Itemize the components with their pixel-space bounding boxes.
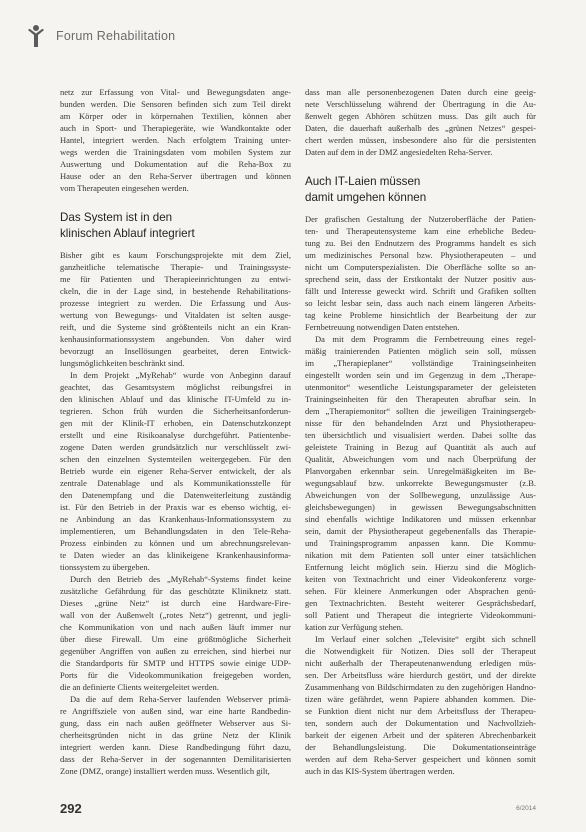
text-line: keiten von Textnachricht und einer Videokonferenz vorge- bbox=[305, 573, 536, 584]
text-line: ten- und Therapeutensysteme kam eine erhebliche Bedeu- bbox=[305, 225, 536, 236]
text-line: netz zur Erfassung von Vital- und Bewegungsdaten ange- bbox=[60, 87, 291, 97]
text-line: soll Patient und Therapeut die integrierte Videokommuni- bbox=[305, 609, 536, 620]
text-line: prozesse integriert zu werden. Die Erfassung und Aus- bbox=[60, 297, 291, 308]
text-line: integriert werden kann. Diese Randbedingung führt dazu, bbox=[60, 741, 291, 752]
text-line: geachtet, das Gesamtsystem möglichst reibungsfrei in bbox=[60, 381, 291, 392]
text-line: Hause oder an den Reha-Server übertragen und können bbox=[60, 171, 291, 181]
heading-line: damit umgehen können bbox=[305, 190, 427, 204]
text-line: sen. Der Arbeitsfluss wäre hierdurch gestört, und der direkte bbox=[305, 669, 536, 680]
text-line: bevorzugt an Insellösungen gearbeitet, deren Entwick- bbox=[60, 345, 291, 356]
article-paragraph bbox=[305, 333, 536, 633]
text-line: sprechend sein, dass der Erstkontakt der Nutzer positiv aus- bbox=[305, 273, 536, 284]
text-line: tegrieren. Schon früh wurden die Sicherheitsanforderun- bbox=[60, 405, 291, 416]
text-line: Zusammenhang von Bildschirmdaten zu den zugehörigen Handno- bbox=[305, 681, 536, 692]
text-line: barkeit der eigenen Arbeit und der späteren Abrechenbarkeit bbox=[305, 729, 536, 740]
text-line: ganzheitliche telematische Therapie- und Trainingssyste- bbox=[60, 261, 291, 272]
text-line: utenmonitor“ wesentliche Leistungsparameter der geleisteten bbox=[305, 381, 536, 392]
text-line: sein, damit der Physiotherapeut gegebenenfalls das Therapie- bbox=[305, 525, 536, 536]
text-line: Bisher gibt es kaum Forschungsprojekte mit dem Ziel, bbox=[60, 249, 291, 260]
heading-line: klinischen Ablauf integriert bbox=[60, 226, 195, 240]
text-line: wertung von Bewegungs- und Vitaldaten ist selten ausge- bbox=[60, 309, 291, 320]
text-line: se Funktion dient nicht nur dem Arbeitsfluss der Therapeu- bbox=[305, 705, 536, 716]
heading-line: Auch IT-Laien müssen bbox=[305, 174, 421, 188]
text-line: Qualität, Abweichungen vom und nach Überprüfung der bbox=[305, 453, 536, 464]
text-line: erstellt und eine Risikoanalyse durchgeführt. Patientenbe- bbox=[60, 429, 291, 440]
text-line: nete Verschlüsselung während der Übertragung in die Au- bbox=[305, 99, 536, 109]
text-line: den Datenempfang und die Datenweiterleitung zuständig bbox=[60, 489, 291, 500]
text-line: Planvorgaben erkennbar sein. Unregelmäßigkeiten im Be- bbox=[305, 465, 536, 476]
text-line: ten, sondern auch der Dokumentation und Nachvollzieh- bbox=[305, 717, 536, 728]
text-line: ist. Für den Betrieb in der Praxis war es ebenso wichtig, ei- bbox=[60, 501, 291, 512]
text-line: che Kommunikation von und nach außen läuft immer nur bbox=[60, 621, 291, 632]
article-paragraph bbox=[60, 369, 291, 573]
text-line: die Notwendigkeit für Notizen. Dies soll der Therapeut bbox=[305, 645, 536, 656]
text-line: auch in Sport- und Therapiegeräte, wie Wandkontakte oder bbox=[60, 123, 291, 133]
text-line: den klinischen Ablauf und das klinische IT-Umfeld zu in- bbox=[60, 393, 291, 404]
text-line: nisse für den behandelnden Arzt und Physiotherapeu- bbox=[305, 417, 536, 428]
text-line: dass der Reha-Server in der sogenannten Demilitarisierten bbox=[60, 753, 291, 764]
text-line: Trainingseinheiten für den Therapeuten abrufbar sein. In bbox=[305, 393, 536, 404]
text-line: nicht außerhalb der Therapeutenanwendung erledigen müs- bbox=[305, 657, 536, 668]
text-line: ckeln, die in der Lage sind, in bestehende Rehabilitations- bbox=[60, 285, 291, 296]
magazine-title: Forum Rehabilitation bbox=[56, 29, 176, 43]
page-header bbox=[27, 24, 175, 48]
text-line: die Standardports für SMTP und HTTPS sowie einige UDP- bbox=[60, 657, 291, 668]
text-line: lungsmöglichkeiten beschränkt sind. bbox=[60, 357, 185, 368]
text-line: um medizinisches Personal bzw. Physiotherapeuten – und bbox=[305, 249, 536, 260]
article-paragraph bbox=[60, 693, 291, 777]
text-line: Der grafischen Gestaltung der Nutzeroberfläche der Patien- bbox=[305, 213, 536, 224]
text-line: auch in das KIS-System übertragen werden. bbox=[305, 765, 455, 776]
text-line: tag keine Probleme hinsichtlich der Bearbeitung der zur bbox=[305, 309, 536, 320]
text-line: im „Therapieplaner“ vollständige Trainingseinheiten bbox=[305, 357, 536, 368]
text-line: Betrieb wurde ein eigener Reha-Server entwickelt, der als bbox=[60, 465, 291, 476]
text-line: sehen. Für kleinere Anmerkungen oder Absprachen genü- bbox=[305, 585, 536, 596]
text-line: fällt und Interesse geweckt wird. Schrift und Grafiken sollten bbox=[305, 285, 536, 296]
text-line: die an definierte Clients weitergeleitet werden. bbox=[60, 681, 219, 692]
article-paragraph bbox=[305, 86, 536, 158]
text-line: gen mit der Klinik-IT erhoben, ein Datenschutzkonzept bbox=[60, 417, 291, 428]
text-line: tung zu. Bei den Endnutzern des Programms handelt es sich bbox=[305, 237, 536, 248]
text-line: gung, dass ein nach außen geöffneter Webserver aus Si- bbox=[60, 717, 291, 728]
text-line: kation zur Verfügung stehen. bbox=[305, 621, 404, 632]
text-line: schen den einzelnen Systemteilen weitergegeben. Für den bbox=[60, 453, 291, 464]
article-paragraph bbox=[60, 249, 291, 369]
text-line: Entfernung leicht möglich sein. Hierzu sind die Möglich- bbox=[305, 561, 536, 572]
text-line: implementieren, um Behandlungsdaten in den Tele-Reha- bbox=[60, 525, 291, 536]
article-paragraph bbox=[60, 86, 291, 194]
section-heading bbox=[60, 210, 291, 242]
text-line: Hantel, integriert werden. Nach erfolgtem Training unter- bbox=[60, 135, 291, 145]
text-line: ten übersichtlich und visualisiert werden. Dabei sollte das bbox=[305, 429, 536, 440]
text-line: In dem Projekt „MyRehab“ wurde von Anbeginn darauf bbox=[70, 369, 291, 380]
text-line: gen Textnachrichten. Besteht weiterer Gesprächsbedarf, bbox=[305, 597, 536, 608]
text-line: eingestellt worden sein und im Gegenzug in dem „Therape- bbox=[305, 369, 536, 380]
text-line: re Angriffsziele von außen sind, war eine harte Randbedin- bbox=[60, 705, 291, 716]
text-line: zogene Daten werden grundsätzlich nur verschlüsselt zwi- bbox=[60, 441, 291, 452]
text-line: cherheitsgründen nicht in das grüne Netz der Klinik bbox=[60, 729, 291, 740]
text-line: te Daten wieder an das klinikeigene Krankenhausinforma- bbox=[60, 549, 291, 560]
text-line: dass man alle personenbezogenen Daten durch eine geeig- bbox=[305, 87, 536, 97]
text-line: Daten auf dem in der DMZ angesiedelten Reha-Server. bbox=[305, 147, 493, 157]
heading-line: Das System ist in den bbox=[60, 210, 173, 224]
page-number: 292 bbox=[60, 801, 82, 816]
text-line: sind ebenfalls wichtige Indikatoren und müssen erkennbar bbox=[305, 513, 536, 524]
issue-label: 6/2014 bbox=[516, 805, 536, 812]
text-line: geleistete Training in Bezug auf Quantität als auch auf bbox=[305, 441, 536, 452]
right-column bbox=[305, 86, 536, 777]
text-line: gegenüber Angriffen von außen zu erreichen, sind hierbei nur bbox=[60, 645, 291, 656]
text-line: der Behandlungsleistung. Die Dokumentationseinträge bbox=[305, 741, 536, 752]
text-line: wegungsablauf bzw. unkorrekte Bewegungsmuster (z.B. bbox=[305, 477, 536, 488]
text-line: Im Verlauf einer solchen „Televisite“ ergibt sich schnell bbox=[315, 633, 536, 644]
text-line: bunden werden. Die Sensoren befinden sich zum Teil direkt bbox=[60, 99, 291, 109]
text-line: werden auf dem Reha-Server gespeichert und können somit bbox=[305, 753, 536, 764]
text-line: dem „Therapiemonitor“ sollten die jeweiligen Trainingsergeb- bbox=[305, 405, 536, 416]
text-line: nicht um Computerspezialisten. Die Oberfläche sollte so an- bbox=[305, 261, 536, 272]
text-line: chert werden müssen, insbesondere also für die persistenten bbox=[305, 135, 536, 145]
text-line: über diese Firewall. Um eine größtmögliche Sicherheit bbox=[60, 633, 291, 644]
article-paragraph bbox=[305, 213, 536, 333]
text-line: am Körper oder in körpernahen Textilien, können aber bbox=[60, 111, 291, 121]
text-line: Fernbetreuung notwendigen Daten entstehen. bbox=[305, 321, 460, 332]
text-line: Daten, die dauerhaft außerhalb des „grünen Netzes“ gespei- bbox=[305, 123, 536, 133]
article-paragraph bbox=[60, 573, 291, 693]
text-line: tionssystem zu übergeben. bbox=[60, 561, 150, 572]
text-line: Da die auf dem Reha-Server laufenden Webserver primä- bbox=[70, 693, 291, 704]
text-line: Durch den Betrieb des „MyRehab“-Systems findet keine bbox=[70, 573, 291, 584]
text-line: so leicht lesbar sein, dass auch nach einem längeren Arbeits- bbox=[305, 297, 536, 308]
text-line: Zone (DMZ, orange) installiert werden muss. Wesentlich gilt, bbox=[60, 765, 270, 776]
text-line: Abweichungen von der Sollbewegung, unzulässige Aus- bbox=[305, 489, 536, 500]
text-line: vom Therapeuten eingesehen werden. bbox=[60, 183, 189, 193]
text-line: reift, und die Systeme sind größtenteils nicht an ein Kran- bbox=[60, 321, 291, 332]
text-line: Prozess einbinden zu können und um abrechnungsrelevan- bbox=[60, 537, 291, 548]
article-paragraph bbox=[305, 633, 536, 777]
text-line: zentrale Datenablage und als Kommunikationsstelle für bbox=[60, 477, 291, 488]
text-line: tizen wäre gefährdet, wenn Papiere abhanden kommen. Die- bbox=[305, 693, 536, 704]
text-line: Da mit dem Programm die Fernbetreuung eines regel- bbox=[315, 333, 536, 344]
text-line: mäßig trainierenden Patienten möglich sein soll, müssen bbox=[305, 345, 536, 356]
text-line: Auswertung und Dokumentation auf die Reha-Box zu bbox=[60, 159, 291, 169]
text-line: ßenwelt gegen Abhören schützen muss. Das gilt auch für bbox=[305, 111, 536, 121]
text-line: kenhausinformationssystem angebunden. Von daher wird bbox=[60, 333, 291, 344]
text-line: wegs werden die Trainingsdaten vom mobilen System zur bbox=[60, 147, 291, 157]
text-line: ne Anbindung an das Krankenhaus-Informationssystem zu bbox=[60, 513, 291, 524]
text-line: gleichsbewegungen) in gewissen Bewegungsabschnitten bbox=[305, 501, 536, 512]
text-line: Dieses „grüne Netz“ ist durch eine Hardware-Fire- bbox=[60, 597, 291, 608]
text-line: Ports für die Videokommunikation freigegeben worden, bbox=[60, 669, 291, 680]
text-line: zusätzliche Gefährdung für das geschützte Kliniknetz statt. bbox=[60, 585, 291, 596]
text-line: und Trainingsprogramm anpassen kann. Die Kommu- bbox=[305, 537, 536, 548]
section-heading bbox=[305, 174, 536, 206]
left-column bbox=[60, 86, 291, 777]
text-line: wall von der Außenwelt („rotes Netz“) getrennt, und jegli- bbox=[60, 609, 291, 620]
text-line: me für Patienten und Therapieeinrichtungen zu entwi- bbox=[60, 273, 291, 284]
text-line: nikation mit dem Patienten soll unter einer tatsächlichen bbox=[305, 549, 536, 560]
person-figure-icon bbox=[27, 24, 45, 48]
